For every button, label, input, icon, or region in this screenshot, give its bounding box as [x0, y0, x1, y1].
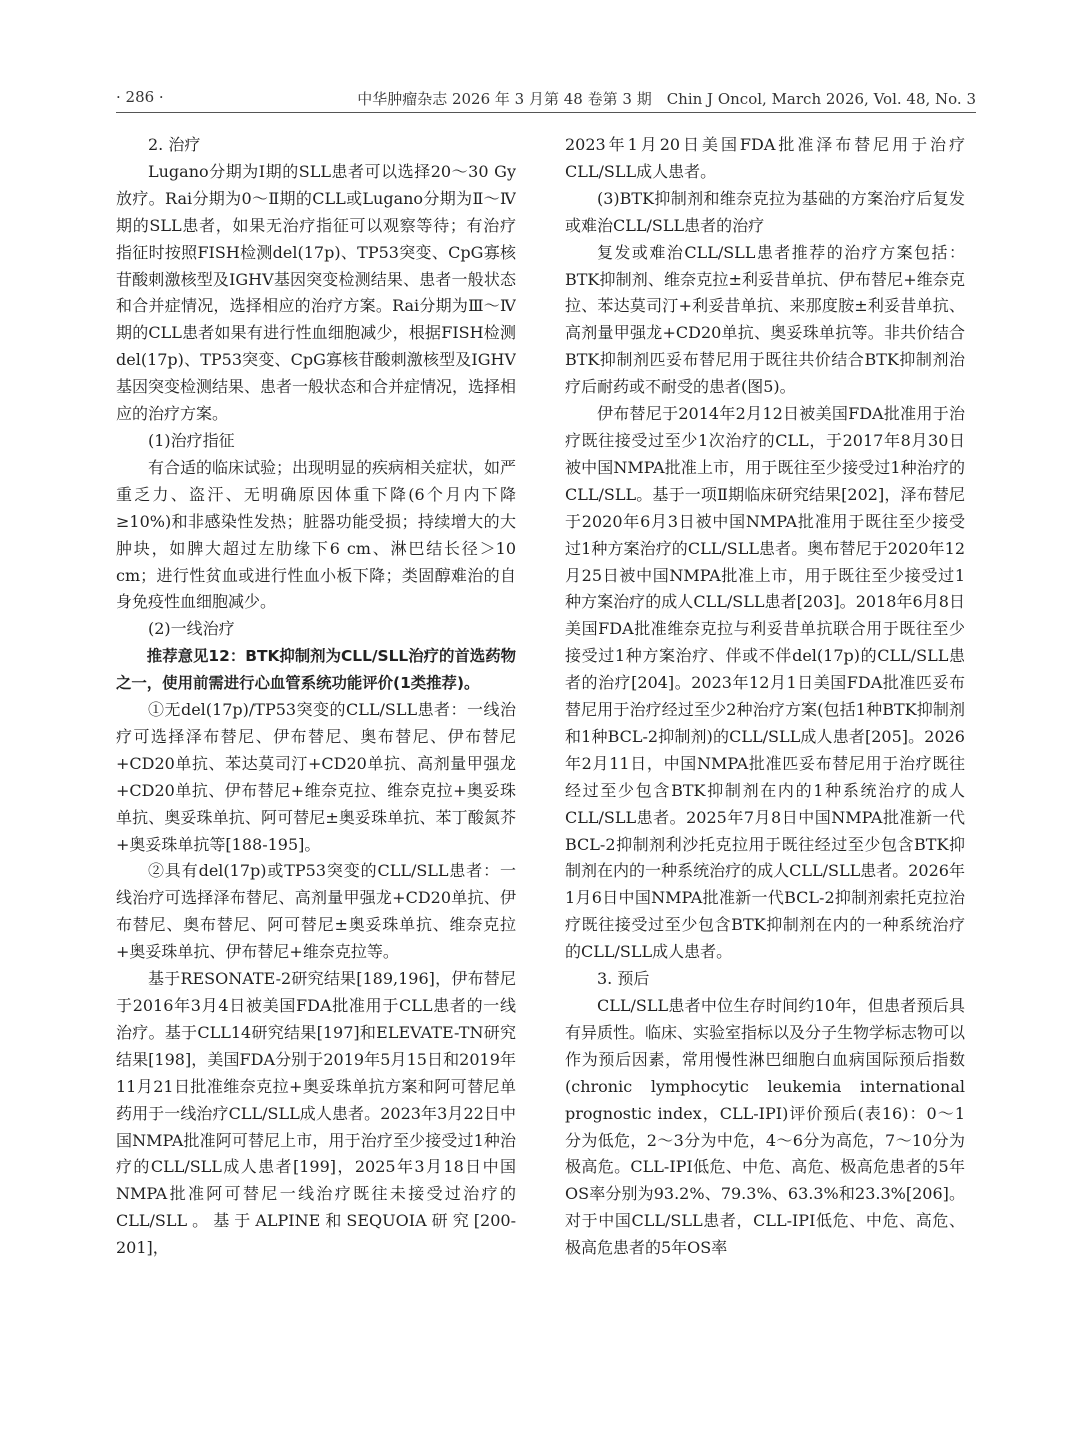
paragraph: 基于RESONATE-2研究结果[189,196]，伊布替尼于2016年3月4日被美国FDA批准用于CLL患者的一线治疗。基于CLL14研究结果[197]和ELEVATE-TN研究结果[198]，美国FDA分别于2019年5月15日和2019年11月21日批准维奈克拉+奥妥珠单抗方案和阿可替尼单药用于一线治疗CLL/SLL成人患者。2023年3月22日中国NMPA批准阿可替尼上市，用于治疗至少接受过1种治疗的CLL/SLL成人患者[199]，2025年3月18日中国NMPA批准阿可替尼一线治疗既往未接受过治疗的CLL/SLL。基于ALPINE和SEQUOIA研究[200-201]， — [116, 969, 516, 1258]
page-number: · 286 · — [116, 88, 164, 106]
paragraph: 伊布替尼于2014年2月12日被美国FDA批准用于治疗既往接受过至少1次治疗的CLL，于2017年8月30日被中国NMPA批准上市，用于既往至少接受过1种治疗的CLL/SLL。基于一项Ⅱ期临床研究结果[202]，泽布替尼于2020年6月3日被中国NMPA批准用于既往至少接受过1种方案治疗的CLL/SLL患者。奥布替尼于2020年12月25日被中国NMPA批准上市，用于既往至少接受过1种方案治疗的成人CLL/SLL患者[203]。2018年6月8日美国FDA批准维奈克拉与利妥昔单抗联合用于既往至少接受过1种方案治疗、伴或不伴del(17p)的CLL/SLL患者的治疗[204]。2023年12月1日美国FDA批准匹妥布替尼用于治疗经过至少2种治疗方案(包括1种BTK抑制剂和1种BCL-2抑制剂)的CLL/SLL成人患者[205]。2026年2月11日，中国NMPA批准匹妥布替尼用于治疗既往经过至少包含BTK抑制剂在内的1种系统治疗的成人CLL/SLL患者。2025年7月8日中国NMPA批准新一代BCL-2抑制剂利沙托克拉用于既往经过至少包含BTK抑制剂在内的一种系统治疗的成人CLL/SLL患者。2026年1月6日中国NMPA批准新一代BCL-2抑制剂索托克拉治疗既往接受过至少包含BTK抑制剂在内的一种系统治疗的CLL/SLL成人患者。 — [565, 404, 965, 962]
subsection-heading: (2)一线治疗 — [148, 619, 235, 639]
section-heading-prognosis: 3. 预后 — [597, 969, 650, 989]
paragraph: Lugano分期为Ⅰ期的SLL患者可以选择20～30 Gy放疗。Rai分期为0～Ⅱ期的CLL或Lugano分期为Ⅱ～Ⅳ期的SLL患者，如果无治疗指征可以观察等待；有治疗指征时按照FISH检测del(17p)、TP53突变、CpG寡核苷酸刺激核型及IGHV基因突变检测结果、患者一般状态和合并症情况，选择相应的治疗方案。Rai分期为Ⅲ～Ⅳ期的CLL患者如果有进行性血细胞减少，根据FISH检测del(17p)、TP53突变、CpG寡核苷酸刺激核型及IGHV基因突变检测结果、患者一般状态和合并症情况，选择相应的治疗方案。 — [116, 161, 516, 424]
paragraph: ②具有del(17p)或TP53突变的CLL/SLL患者：一线治疗可选择泽布替尼、高剂量甲强龙+CD20单抗、伊布替尼、奥布替尼、阿可替尼±奥妥珠单抗、维奈克拉+奥妥珠单抗、伊布替尼+维奈克拉等。 — [116, 861, 516, 962]
paragraph: 有合适的临床试验；出现明显的疾病相关症状，如严重乏力、盗汗、无明确原因体重下降(6个月内下降≥10%)和非感染性发热；脏器功能受损；持续增大的大肿块，如脾大超过左肋缘下6 cm、淋巴结长径＞10 cm；进行性贫血或进行性血小板下降；类固醇难治的自身免疫性血细胞减少。 — [116, 457, 516, 612]
paragraph-continued: 2023年1月20日美国FDA批准泽布替尼用于治疗CLL/SLL成人患者。 — [565, 135, 965, 181]
paragraph: 复发或难治CLL/SLL患者推荐的治疗方案包括：BTK抑制剂、维奈克拉±利妥昔单抗、伊布替尼+维奈克拉、苯达莫司汀+利妥昔单抗、来那度胺±利妥昔单抗、高剂量甲强龙+CD20单抗、奥妥珠单抗等。非共价结合BTK抑制剂匹妥布替尼用于既往共价结合BTK抑制剂治疗后耐药或不耐受的患者(图5)。 — [565, 242, 965, 397]
header-rule — [116, 112, 976, 113]
paragraph: CLL/SLL患者中位生存时间约10年，但患者预后具有异质性。临床、实验室指标以及分子生物学标志物可以作为预后因素，常用慢性淋巴细胞白血病国际预后指数(chronic lymphocytic leukemia international prognostic index，CLL-IPI)评价预后(表16)：0～1分为低危，2～3分为中危，4～6分为高危，7～10分为极高危。CLL-IPI低危、中危、高危、极高危患者的5年OS率分别为93.2%、79.3%、63.3%和23.3%[206]。对于中国CLL/SLL患者，CLL-IPI低危、中危、高危、极高危患者的5年OS率 — [565, 996, 965, 1258]
journal-citation: 中华肿瘤杂志 2026 年 3 月第 48 卷第 3 期 Chin J Oncol, March 2026, Vol. 48, No. 3 — [357, 90, 976, 108]
section-heading-treatment: 2. 治疗 — [148, 135, 201, 154]
recommendation-12: 推荐意见12：BTK抑制剂为CLL/SLL治疗的首选药物之一，使用前需进行心血管系统功能评价(1类推荐)。 — [116, 647, 516, 693]
paragraph: ①无del(17p)/TP53突变的CLL/SLL患者：一线治疗可选择泽布替尼、伊布替尼、奥布替尼、伊布替尼+CD20单抗、苯达莫司汀+CD20单抗、高剂量甲强龙+CD20单抗、伊布替尼+维奈克拉、维奈克拉+奥妥珠单抗、奥妥珠单抗、阿可替尼±奥妥珠单抗、苯丁酸氮芥+奥妥珠单抗等[188-195]。 — [116, 700, 516, 854]
subsection-heading: (1)治疗指征 — [148, 430, 235, 450]
subsection-heading: (3)BTK抑制剂和维奈克拉为基础的方案治疗后复发或难治CLL/SLL患者的治疗 — [565, 188, 965, 235]
right-column — [565, 132, 965, 1432]
left-column — [116, 132, 516, 1432]
page-header — [116, 86, 976, 110]
